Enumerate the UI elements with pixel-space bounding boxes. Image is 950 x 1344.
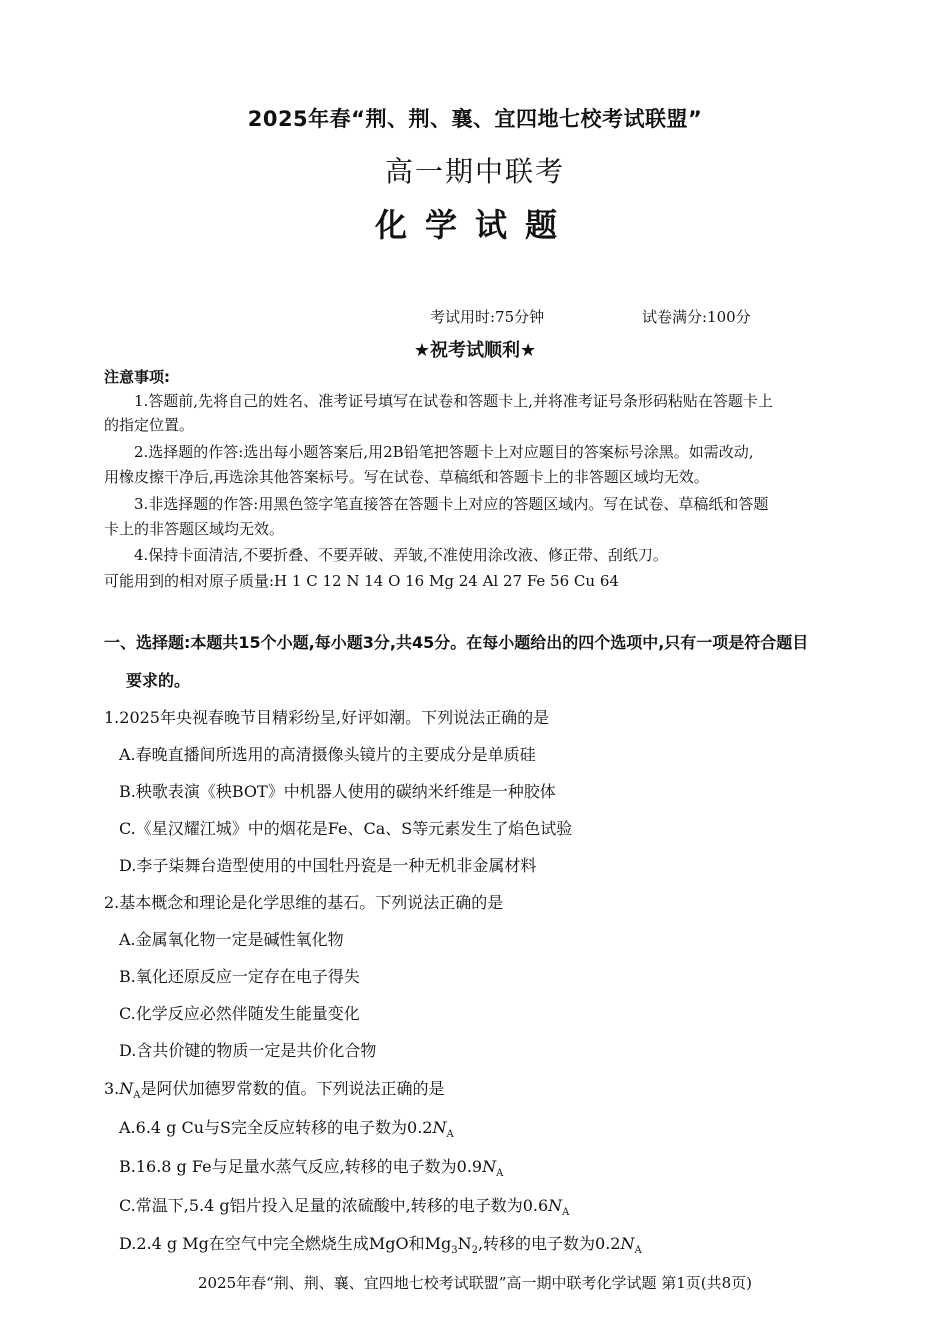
section-1-heading: 一、选择题:本题共15个小题,每小题3分,共45分。在每小题给出的四个选项中,只有一项是符合题目	[104, 633, 809, 652]
question-3-option-a-text: A.6.4 g Cu与S完全反应转移的电子数为0.2	[119, 1118, 433, 1137]
question-3-number: 3.	[104, 1079, 120, 1098]
question-3-option-c-text: C.常温下,5.4 g铝片投入足量的浓硫酸中,转移的电子数为0.6	[119, 1196, 549, 1215]
avogadro-subscript: A	[562, 1207, 570, 1219]
question-1-option-c: C.《星汉耀江城》中的烟花是Fe、Ca、S等元素发生了焰色试验	[119, 819, 573, 838]
exam-full-score: 试卷满分:100分	[642, 308, 751, 326]
avogadro-subscript: A	[496, 1168, 504, 1180]
question-1-option-a: A.春晚直播间所选用的高清摄像头镜片的主要成分是单质硅	[119, 745, 536, 764]
avogadro-symbol: N	[432, 1118, 447, 1137]
note-1-line-2: 的指定位置。	[104, 416, 195, 434]
avogadro-symbol: N	[482, 1157, 497, 1176]
question-3-option-b-text: B.16.8 g Fe与足量水蒸气反应,转移的电子数为0.9	[119, 1157, 483, 1176]
question-3-option-a	[119, 1115, 454, 1140]
question-3-option-d	[119, 1231, 642, 1256]
question-1-option-d: D.李子柒舞台造型使用的中国牡丹瓷是一种无机非金属材料	[119, 856, 537, 875]
notes-heading: 注意事项:	[104, 368, 170, 386]
question-2-option-d: D.含共价键的物质一定是共价化合物	[119, 1041, 377, 1060]
question-1-stem: 1.2025年央视春晚节目精彩纷呈,好评如潮。下列说法正确的是	[104, 708, 550, 727]
avogadro-subscript: A	[634, 1245, 642, 1257]
question-3-option-d-text-tail: ,转移的电子数为0.2	[477, 1234, 621, 1253]
question-1-option-b: B.秧歌表演《秧BOT》中机器人使用的碳纳米纤维是一种胶体	[119, 782, 556, 801]
exam-title: 2025年春“荆、荆、襄、宜四地七校考试联盟”	[247, 107, 703, 131]
page-footer: 2025年春“荆、荆、襄、宜四地七校考试联盟”高一期中联考化学试题 第1页(共8页)	[197, 1274, 753, 1292]
question-2-option-b: B.氧化还原反应一定存在电子得失	[119, 967, 360, 986]
avogadro-symbol: N	[119, 1079, 134, 1098]
note-1-line-1: 1.答题前,先将自己的姓名、准考证号填写在试卷和答题卡上,并将准考证号条形码粘贴在答题卡上	[134, 392, 773, 410]
question-2-stem: 2.基本概念和理论是化学思维的基石。下列说法正确的是	[104, 893, 504, 912]
avogadro-subscript: A	[446, 1129, 454, 1141]
nitrogen-symbol: N	[457, 1234, 472, 1253]
note-3-line-1: 3.非选择题的作答:用黑色签字笔直接答在答题卡上对应的答题区域内。写在试卷、草稿纸和答题	[134, 495, 769, 513]
n-subscript: 2	[471, 1245, 478, 1257]
exam-subject: 化学试题	[374, 206, 575, 244]
question-3-option-b	[119, 1154, 503, 1179]
exam-time: 考试用时:75分钟	[430, 308, 545, 326]
note-3-line-2: 卡上的非答题区域均无效。	[104, 520, 285, 538]
avogadro-symbol: N	[620, 1234, 635, 1253]
note-2-line-2: 用橡皮擦干净后,再选涂其他答案标号。写在试卷、草稿纸和答题卡上的非答题区域均无效。	[104, 468, 709, 486]
note-2-line-1: 2.选择题的作答:选出每小题答案后,用2B铅笔把答题卡上对应题目的答案标号涂黑。如需改动,	[134, 443, 754, 461]
avogadro-subscript: A	[133, 1090, 141, 1102]
question-2-option-a: A.金属氧化物一定是碱性氧化物	[119, 930, 344, 949]
question-3-stem	[104, 1076, 445, 1101]
question-2-option-c: C.化学反应必然伴随发生能量变化	[119, 1004, 360, 1023]
section-1-heading-cont: 要求的。	[126, 671, 191, 690]
atomic-mass-line: 可能用到的相对原子质量:H 1 C 12 N 14 O 16 Mg 24 Al 27 Fe 56 Cu 64	[104, 572, 619, 590]
question-3-option-d-text: D.2.4 g Mg在空气中完全燃烧生成MgO和Mg	[119, 1234, 452, 1253]
question-3-stem-text: 是阿伏加德罗常数的值。下列说法正确的是	[140, 1079, 445, 1098]
question-3-option-c	[119, 1193, 569, 1218]
avogadro-symbol: N	[548, 1196, 563, 1215]
exam-subtitle: 高一期中联考	[384, 155, 565, 188]
good-luck-banner: ★祝考试顺利★	[413, 340, 537, 361]
note-4: 4.保持卡面清洁,不要折叠、不要弄破、弄皱,不准使用涂改液、修正带、刮纸刀。	[134, 546, 668, 564]
mg-subscript: 3	[451, 1245, 458, 1257]
